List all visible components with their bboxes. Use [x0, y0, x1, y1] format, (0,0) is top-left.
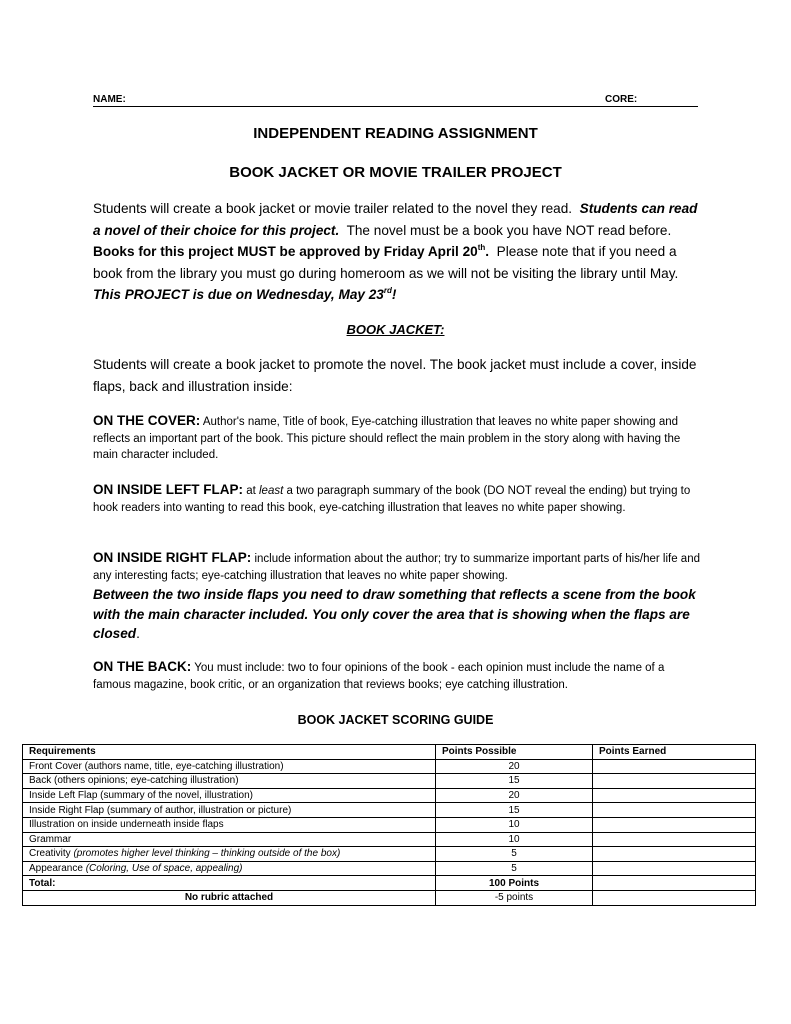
points-cell: 20 [436, 759, 593, 774]
header-points-possible: Points Possible [436, 745, 593, 760]
right-flap-section [93, 550, 703, 584]
name-core-line [93, 92, 698, 107]
intro-sentence-2: Students can read a novel of their choice for this project. [93, 201, 698, 238]
right-flap-text: include information about the author; try to summarize important parts of his/her life and any interesting facts; eye-catching illustration that leaves no white paper showing. [93, 553, 700, 582]
left-flap-least: least [259, 485, 284, 497]
points-earned-cell[interactable] [593, 832, 756, 847]
header-points-earned: Points Earned [593, 745, 756, 760]
table-row [23, 861, 756, 876]
points-earned-cell[interactable] [593, 817, 756, 832]
points-earned-cell[interactable] [593, 861, 756, 876]
points-earned-cell[interactable] [593, 803, 756, 818]
no-rubric-label: No rubric attached [23, 890, 436, 905]
no-rubric-row [23, 890, 756, 905]
points-cell: 5 [436, 861, 593, 876]
left-flap-section [93, 482, 703, 516]
total-points: 100 Points [436, 876, 593, 891]
intro-paragraph [93, 198, 703, 306]
approval-deadline: Books for this project MUST be approved by Friday April 20th. [93, 243, 490, 259]
points-earned-cell[interactable] [593, 788, 756, 803]
book-jacket-heading: BOOK JACKET: [346, 322, 445, 337]
requirement-cell: Inside Left Flap (summary of the novel, illustration) [23, 788, 436, 803]
total-row [23, 876, 756, 891]
cover-section [93, 413, 703, 464]
back-text: You must include: two to four opinions of the book - each opinion must include the name of a famous magazine, book critic, or an organization that reviews books; eye catching illustration. [93, 662, 665, 691]
left-flap-text: a two paragraph summary of the book (DO NOT reveal the ending) but trying to hook readers into wanting to read this book, eye-catching illustration that leaves no white paper showing. [93, 485, 691, 514]
table-row [23, 817, 756, 832]
requirement-cell: Grammar [23, 832, 436, 847]
project-subtitle: BOOK JACKET OR MOVIE TRAILER PROJECT [229, 164, 562, 181]
library-note: Please note that if you need a book from the library you must go during homeroom as we will not be visiting the library until May. [93, 244, 679, 281]
requirement-cell: Inside Right Flap (summary of author, illustration or picture) [23, 803, 436, 818]
points-earned-cell[interactable] [593, 847, 756, 862]
points-cell: 20 [436, 788, 593, 803]
table-row [23, 788, 756, 803]
core-label: CORE: [605, 94, 638, 105]
table-row [23, 847, 756, 862]
requirement-cell: Appearance (Coloring, Use of space, appealing) [23, 861, 436, 876]
total-label: Total: [23, 876, 436, 891]
points-cell: 10 [436, 832, 593, 847]
total-earned-cell[interactable] [593, 876, 756, 891]
intro-sentence-3: The novel must be a book you have NOT read before. [346, 222, 672, 238]
table-header-row [23, 745, 756, 760]
requirement-cell: Illustration on inside underneath inside flaps [23, 817, 436, 832]
scoring-guide-table [22, 744, 756, 906]
intro-sentence-1: Students will create a book jacket or movie trailer related to the novel they read. [93, 201, 573, 216]
requirement-cell: Creativity (promotes higher level thinking – thinking outside of the box) [23, 847, 436, 862]
inside-flaps-emphasis: Between the two inside flaps you need to draw something that reflects a scene from the book with the main character included. You only cover the area that is showing when the flaps are closed. [93, 587, 696, 641]
points-earned-cell[interactable] [593, 759, 756, 774]
table-row [23, 774, 756, 789]
left-flap-label: ON INSIDE LEFT FLAP: [93, 482, 243, 497]
cover-text: Author's name, Title of book, Eye-catching illustration that leaves no white paper showing and reflects an important part of the book. This picture should reflect the main problem in the story along with having the main character included. [93, 416, 681, 462]
no-rubric-points: -5 points [436, 890, 593, 905]
assignment-title: INDEPENDENT READING ASSIGNMENT [253, 125, 538, 142]
due-date: This PROJECT is due on Wednesday, May 23rd! [93, 286, 397, 302]
scoring-guide-title: BOOK JACKET SCORING GUIDE [297, 713, 494, 727]
back-label: ON THE BACK: [93, 659, 192, 674]
no-rubric-earned-cell[interactable] [593, 890, 756, 905]
table-row [23, 759, 756, 774]
header-requirements: Requirements [23, 745, 436, 760]
points-cell: 5 [436, 847, 593, 862]
points-cell: 15 [436, 803, 593, 818]
name-label: NAME: [93, 94, 126, 105]
cover-label: ON THE COVER: [93, 413, 201, 428]
table-row [23, 803, 756, 818]
book-jacket-intro: Students will create a book jacket to promote the novel. The book jacket must include a cover, inside flaps, back and illustration inside: [93, 357, 697, 394]
right-flap-label: ON INSIDE RIGHT FLAP: [93, 550, 252, 565]
points-cell: 10 [436, 817, 593, 832]
left-flap-pre: at [246, 485, 256, 497]
table-row [23, 832, 756, 847]
points-earned-cell[interactable] [593, 774, 756, 789]
requirement-cell: Back (others opinions; eye-catching illustration) [23, 774, 436, 789]
points-cell: 15 [436, 774, 593, 789]
requirement-cell: Front Cover (authors name, title, eye-catching illustration) [23, 759, 436, 774]
back-section [93, 659, 703, 693]
